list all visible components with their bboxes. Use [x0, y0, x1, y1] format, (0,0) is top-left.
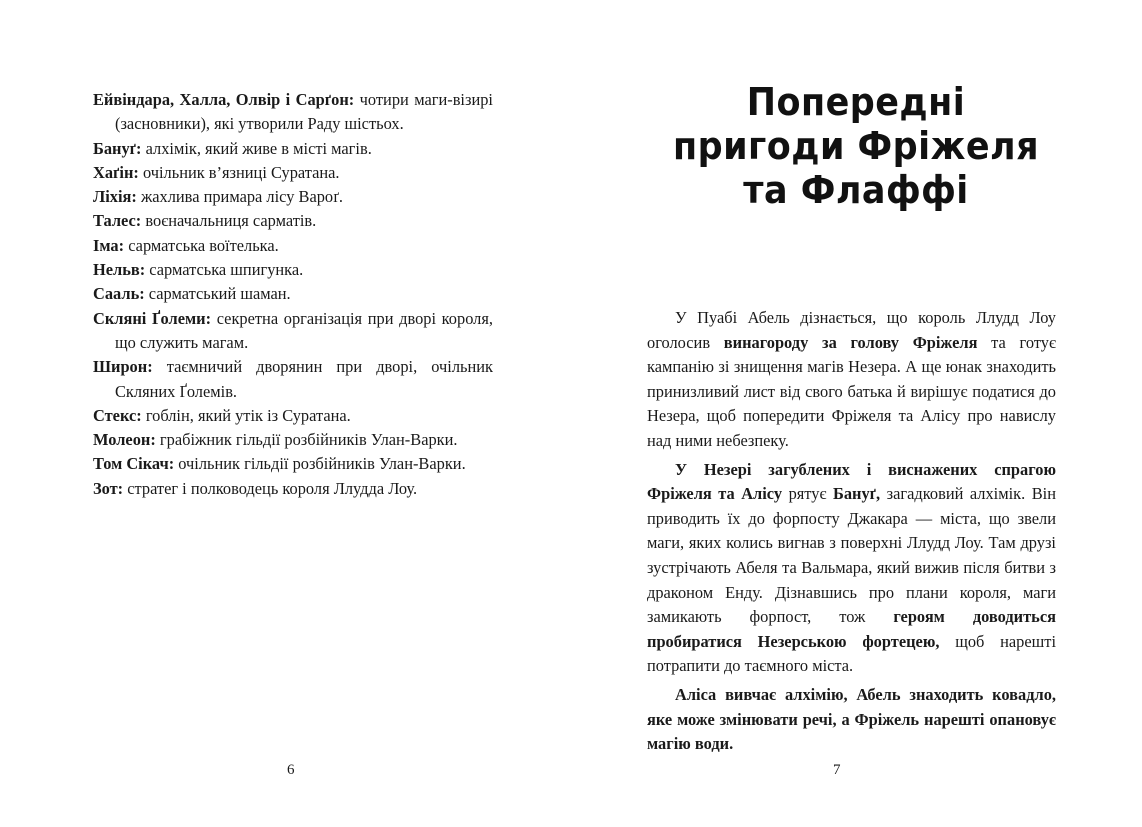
character-name: Талес:	[93, 211, 142, 231]
right-page	[571, 0, 1142, 827]
bold-text: У Незері загублених і виснажених спрагою Фріжеля та Алісу	[647, 459, 1056, 504]
character-entry	[93, 307, 493, 356]
title-line: та Флаффі	[743, 168, 969, 212]
body-text: щоб нарешті потрапити до таємного міста.	[647, 631, 1056, 676]
character-name: Том Сікач:	[93, 454, 175, 474]
character-description: алхімік, який живе в місті магів.	[141, 138, 372, 158]
summary-paragraph	[647, 306, 1056, 454]
character-entry	[93, 88, 493, 137]
character-description: жахлива примара лісу Вароґ.	[136, 187, 343, 207]
bold-text: Аліса вивчає алхімію, Абель знаходить ковадло, яке може змінювати речі, а Фріжель нарешті опановує магію води.	[647, 684, 1056, 754]
title-line: Попередні	[746, 80, 966, 124]
title-line: пригоди Фріжеля	[672, 124, 1039, 168]
character-entry	[93, 185, 493, 209]
character-name: Бануґ:	[93, 138, 142, 158]
character-name: Стекс:	[93, 405, 142, 425]
character-description: очільник гільдії розбійників Улан-Варки.	[174, 454, 466, 474]
character-description: очільник в’язниці Суратана.	[138, 162, 340, 182]
character-description: сарматський шаман.	[144, 284, 291, 304]
body-text: У Пуабі Абель дізнається, що король Ллудд Лоу оголосив	[647, 308, 1056, 352]
page-number: 7	[833, 762, 841, 778]
character-description: сарматська воїтелька.	[124, 235, 279, 255]
character-entry	[93, 137, 493, 161]
body-text: рятує	[782, 484, 833, 504]
character-entry	[93, 428, 493, 452]
character-description: таємничий дворянин при дворі, очільник Скляних Ґолемів.	[115, 357, 493, 401]
character-entry	[93, 452, 493, 476]
summary-paragraph	[647, 683, 1056, 757]
character-description: гоблін, який утік із Суратана.	[141, 405, 351, 425]
bold-text: винагороду за голову Фріжеля	[723, 332, 978, 352]
character-entry	[93, 209, 493, 233]
character-name: Скляні Ґолеми:	[93, 308, 212, 328]
character-entry	[93, 282, 493, 306]
character-name: Зот:	[93, 478, 124, 498]
character-description: грабіжник гільдії розбійників Улан-Варки.	[155, 430, 458, 450]
summary-text	[647, 306, 1056, 761]
character-entry	[93, 355, 493, 404]
character-description: воєначальниця сарматів.	[141, 211, 317, 231]
body-text: та готує кампанію зі знищення магів Незера. А ще юнак знаходить принизливий лист від свого батька й вирішує податися до Незера, щоб попередити Фріжеля та Алісу про навислу над ними небезпеку.	[647, 332, 1056, 450]
character-description: секретна організація при дворі короля, що служить магам.	[115, 308, 493, 352]
chapter-title	[658, 80, 1054, 212]
character-entry	[93, 258, 493, 282]
character-name: Ліхія:	[93, 187, 137, 207]
character-entry	[93, 477, 493, 501]
character-name: Сааль:	[93, 284, 145, 304]
character-description: стратег і полководець короля Ллудда Лоу.	[123, 478, 418, 498]
character-name: Широн:	[93, 357, 153, 377]
character-name: Хаґін:	[93, 162, 139, 182]
character-entry	[93, 161, 493, 185]
character-entry	[93, 404, 493, 428]
summary-paragraph	[647, 458, 1056, 679]
character-entry	[93, 234, 493, 258]
page-number: 6	[287, 762, 295, 778]
bold-text: героям доводиться пробиратися Незерською фортецею,	[647, 607, 1056, 651]
character-description: сарматська шпигунка.	[145, 260, 304, 280]
character-list	[93, 88, 493, 501]
bold-text: Бануґ,	[833, 484, 881, 504]
character-name: Нельв:	[93, 260, 146, 280]
character-name: Ейвіндара, Халла, Олвір і Сарґон:	[93, 90, 355, 109]
character-description: чотири маги-візирі (засновники), які утворили Раду шістьох.	[115, 90, 493, 134]
character-name: Молеон:	[93, 430, 156, 450]
character-name: Іма:	[93, 235, 125, 255]
body-text: загадковий алхімік. Він приводить їх до форпосту Джакара — міста, що звели маги, яких колись вигнав з поверхні Ллудд Лоу. Там друзі зустрічають Абеля та Вальмара, який вижив після битви з драконом Енду. Дізнавшись про плани короля, маги замикають форпост, тож	[647, 484, 1056, 627]
